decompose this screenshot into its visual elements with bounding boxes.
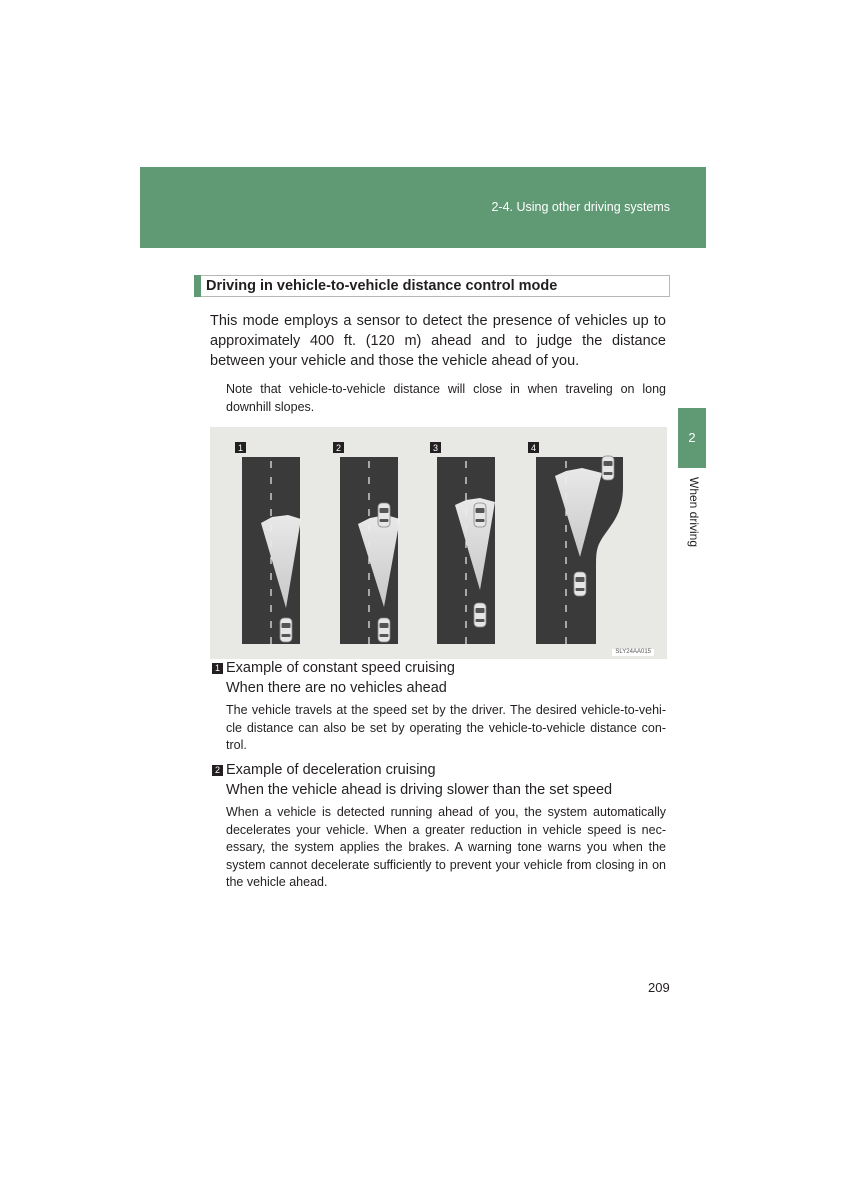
illustration-code: SLY24AA015 [612,649,654,656]
example-heading-1-text: Example of constant speed cruising [226,660,455,676]
panel-4 [536,456,623,644]
panel-badge-2-label: 2 [335,443,342,453]
chapter-tab [678,408,706,468]
example-heading-1 [212,658,666,678]
panel-badge-3-label: 3 [432,443,439,453]
example-subheading-1: When there are no vehicles ahead [226,680,447,696]
panel-1 [242,457,301,644]
panel-badge-1 [235,442,246,453]
example-item-1 [212,658,666,755]
panel-badge-4-label: 4 [530,443,537,453]
panel-2 [340,457,400,644]
panel-badge-4 [528,442,539,453]
subsection-title-bar [194,275,670,297]
example-heading-2-text: Example of deceleration cruising [226,762,436,778]
title-accent [194,275,201,297]
example-number-2: 2 [212,765,223,776]
subsection-title: Driving in vehicle-to-vehicle distance control mode [206,278,558,294]
panel-badge-3 [430,442,441,453]
road-diagram [210,427,667,659]
example-body-2: When a vehicle is detected running ahead of you, the system automatically decelerates your vehicle. When a greater reduction in vehicle speed is nec-essary, the system applies the brakes. A warning tone warns you when the system cannot decelerate sufficiently to prevent your vehicle from closing in on the vehicle ahead. [226,805,666,889]
chapter-number: 2 [688,430,696,445]
chapter-label: When driving [687,477,701,548]
example-subheading-2: When the vehicle ahead is driving slower than the set speed [226,782,613,798]
example-number-1: 1 [212,663,223,674]
note-paragraph: Note that vehicle-to-vehicle distance will close in when traveling on long downhill slopes. [226,382,666,414]
panel-3 [437,457,495,644]
page-number: 209 [648,980,670,995]
cruise-control-illustration [210,427,667,659]
panel-badge-2 [333,442,344,453]
section-title: 2-4. Using other driving systems [491,200,670,214]
example-item-2 [212,760,666,892]
chapter-header-band [140,167,706,248]
panel-badge-1-label: 1 [237,443,244,453]
example-heading-2 [212,760,666,780]
intro-paragraph: This mode employs a sensor to detect the presence of vehicles up to approximately 400 ft. (120 m) ahead and to judge the distance between your vehicle and those the vehicle ahead of you. [210,313,666,369]
example-body-1: The vehicle travels at the speed set by the driver. The desired vehicle-to-vehi-cle distance can also be set by operating the vehicle-to-vehicle distance con-trol. [226,703,666,752]
